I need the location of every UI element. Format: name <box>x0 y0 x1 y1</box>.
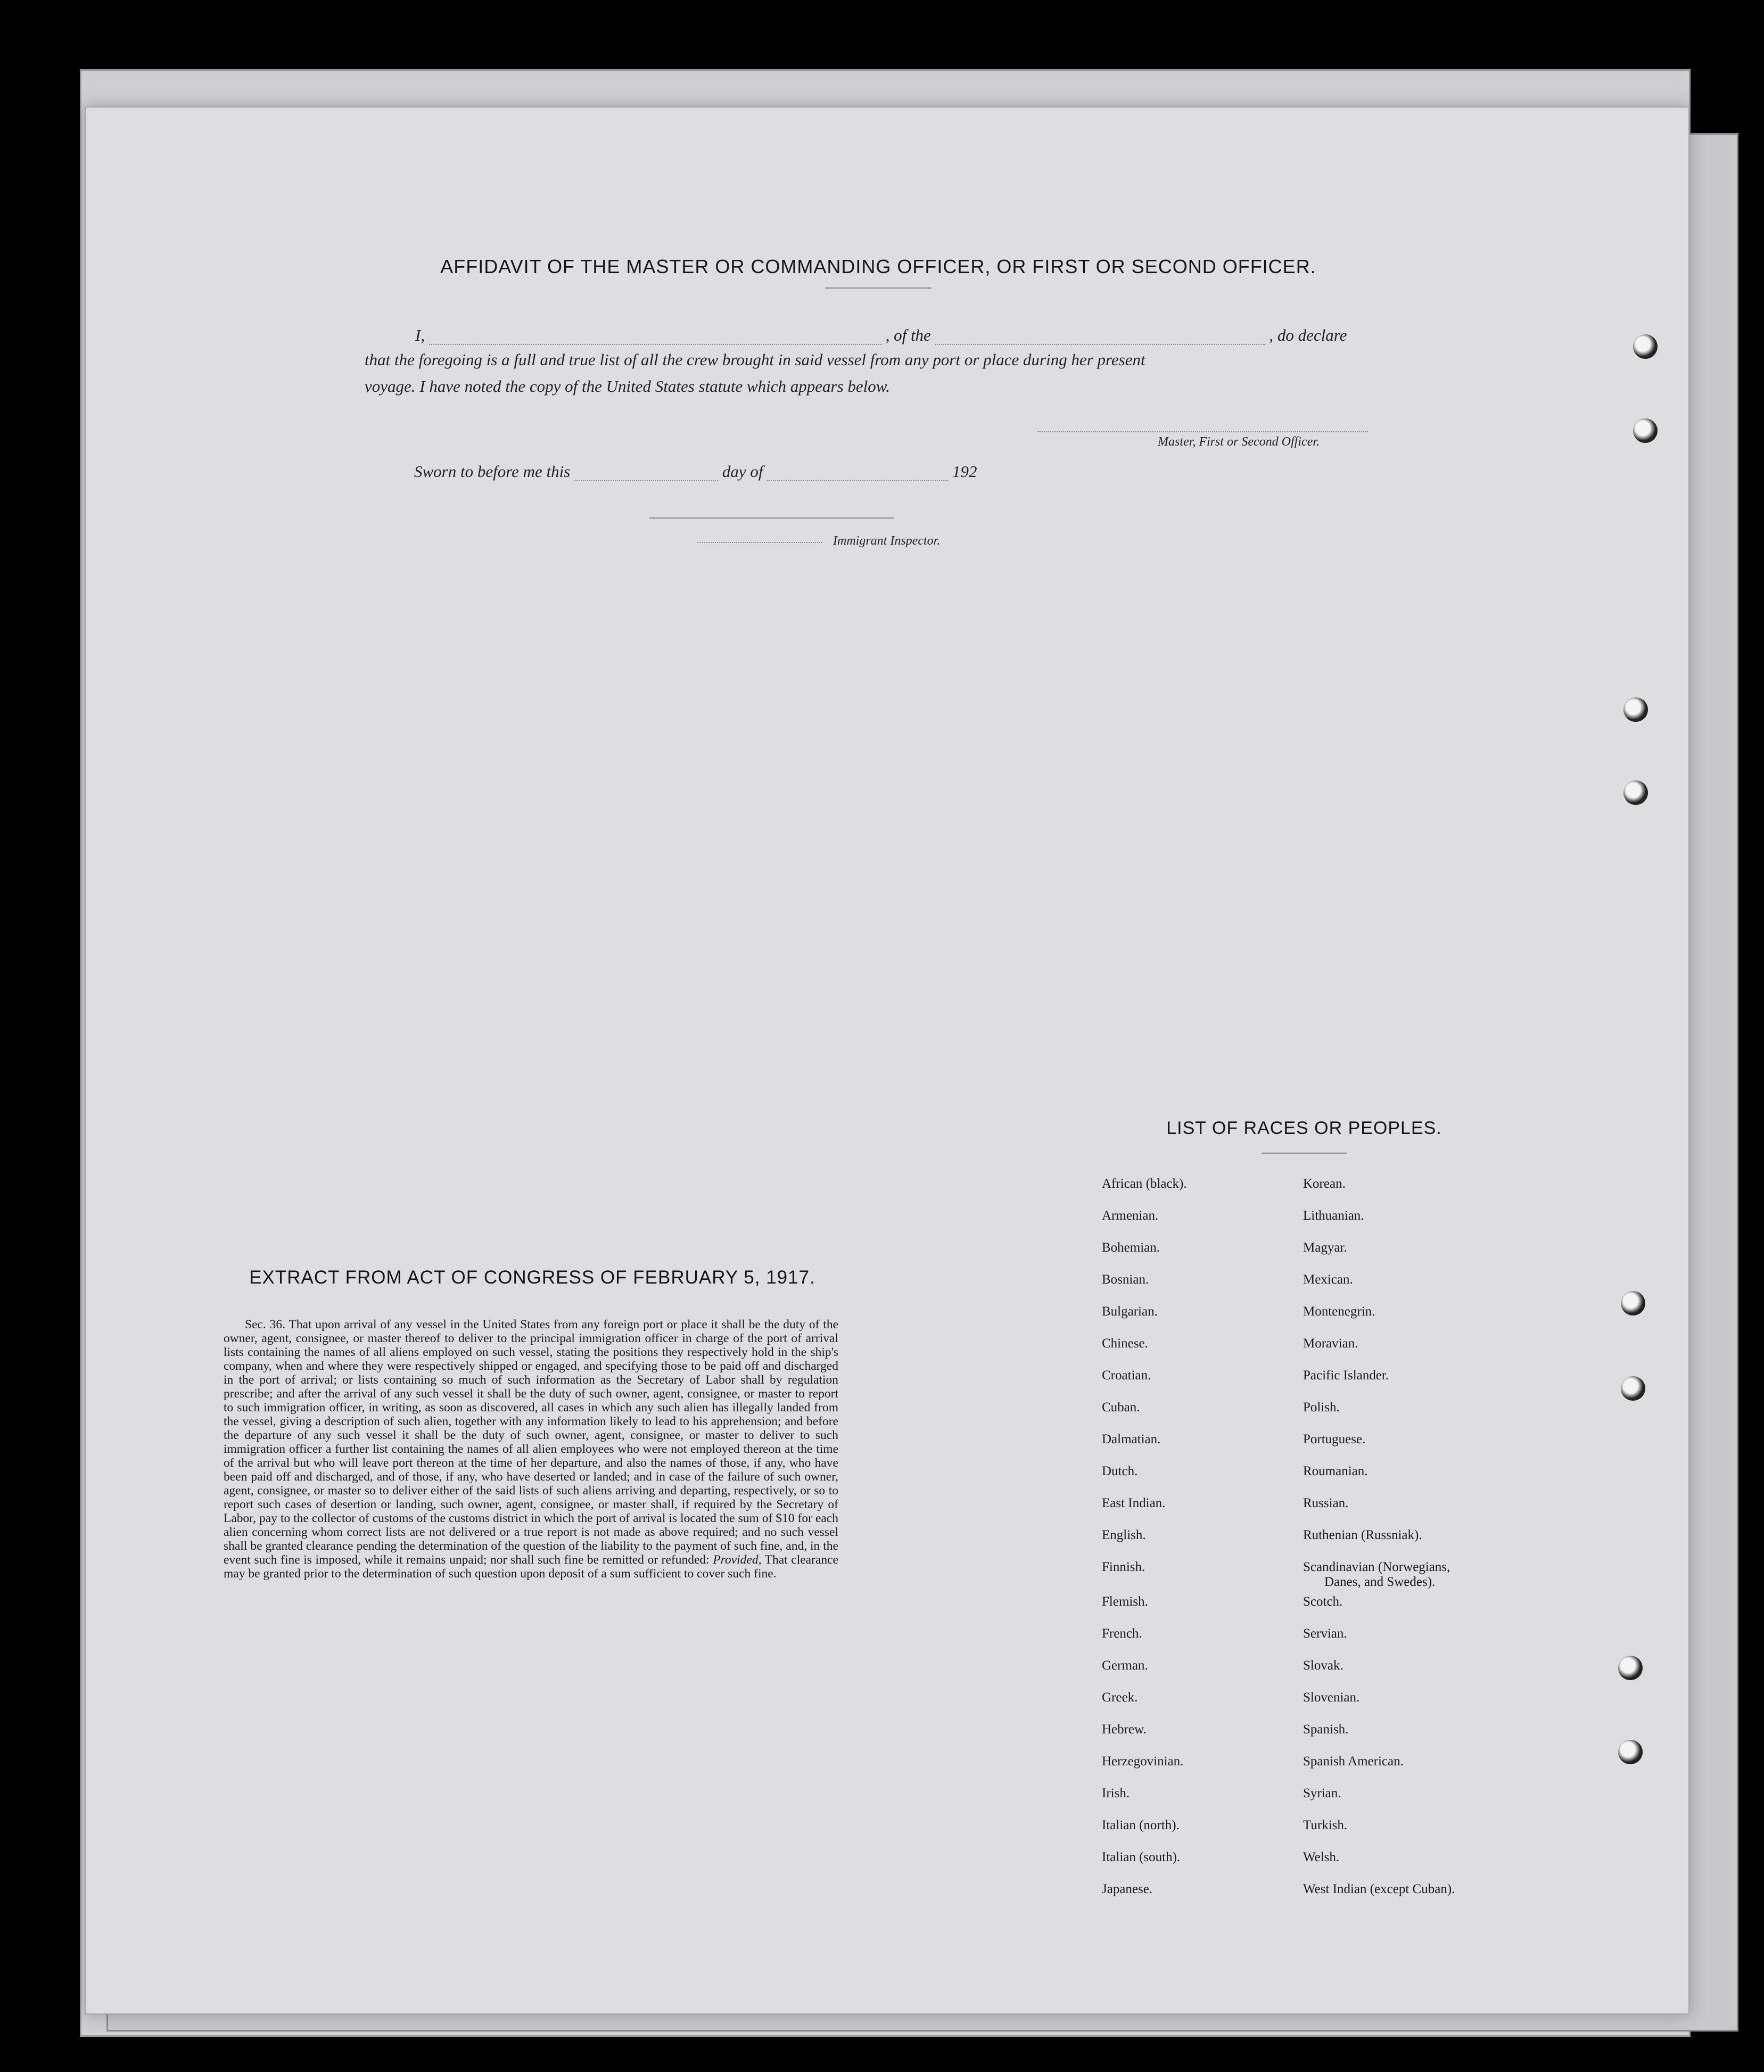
race-item: Moravian. <box>1303 1336 1358 1351</box>
race-item: Slovak. <box>1303 1658 1343 1673</box>
sworn-day-field[interactable] <box>574 480 718 481</box>
race-item: Scotch. <box>1303 1594 1343 1609</box>
race-item: Ruthenian (Russniak). <box>1303 1528 1422 1542</box>
race-item: Greek. <box>1102 1690 1138 1705</box>
punch-hole <box>1621 1291 1645 1315</box>
race-item: Italian (north). <box>1102 1818 1180 1832</box>
punch-hole <box>1623 780 1648 805</box>
race-item: Syrian. <box>1303 1786 1341 1800</box>
race-item: Portuguese. <box>1303 1432 1366 1446</box>
punch-hole <box>1618 1656 1643 1680</box>
statute-body: That upon arrival of any vessel in the United States from any foreign port or place it shall be the duty of the owner, agent, consignee, or master thereof to deliver to the principal immigration officer in charge of the port of arrival lists containing the names of all aliens employed on such vessel, stating the positions they respectively hold in the ship's company, when and where they were respectively shipped or engaged, and specifying those to be paid off and discharged in the port of arrival; or lists containing so much of such information as the Secretary of Labor shall by regulation prescribe; and after the arrival of any such vessel it shall be the duty of such owner, agent, consignee, or master to report to such immigration officer, in writing, as soon as discovered, all cases in which any such alien has illegally landed from the vessel, giving a description of such alien, together with any information likely to lead to his apprehension; and before the departure of any such vessel it shall be the duty of such owner, agent, consignee, or master to deliver to such immigration officer a further list containing the names of all alien employees who were not employed thereon at the time of the arrival but who will leave port thereon at the time of her departure, and also the names of those, if any, who have been paid off and discharged, and of those, if any, who have deserted or landed; and in case of the failure of such owner, agent, consignee, or master so to deliver either of the said lists of such aliens arriving and departing, respectively, or so to report such cases of desertion or landing, such owner, agent, consignee, or master shall, if required by the Secretary of Labor, pay to the collector of customs of the customs district in which the port of arrival is located the sum of $10 for each alien concerning whom correct lists are not delivered or a true report is not made as above required; and no such vessel shall be granted clearance pending the determination of the question of the liability to the payment of such fine, and, in the event such fine is imposed, while it remains unpaid; nor shall such fine be remitted or refunded: <box>224 1318 838 1567</box>
race-item: Chinese. <box>1102 1336 1148 1351</box>
races-title: LIST OF RACES OR PEOPLES. <box>1166 1118 1442 1138</box>
race-item: Herzegovinian. <box>1102 1754 1184 1769</box>
race-item: Bosnian. <box>1102 1272 1149 1287</box>
race-item: Mexican. <box>1303 1272 1353 1287</box>
races-title-rule <box>1262 1153 1347 1154</box>
race-item: Hebrew. <box>1102 1722 1147 1737</box>
race-item: West Indian (except Cuban). <box>1303 1882 1455 1896</box>
race-item: Spanish American. <box>1303 1754 1404 1769</box>
race-item: Irish. <box>1102 1786 1130 1800</box>
extract-title: EXTRACT FROM ACT OF CONGRESS OF FEBRUARY 5, 1917. <box>249 1267 815 1288</box>
race-item: Spanish. <box>1303 1722 1349 1737</box>
race-item: Montenegrin. <box>1303 1304 1375 1319</box>
race-item: East Indian. <box>1102 1496 1166 1510</box>
race-item: Danes, and Swedes). <box>1324 1575 1436 1589</box>
day-of-text: day of <box>722 462 763 481</box>
race-item: Scandinavian (Norwegians, <box>1303 1560 1450 1574</box>
declare-text: , do declare <box>1269 326 1347 344</box>
race-item: Slovenian. <box>1303 1690 1360 1705</box>
declaration-line-3: voyage. I have noted the copy of the United States statute which appears below. <box>365 377 890 396</box>
race-item: Croatian. <box>1102 1368 1151 1383</box>
race-item: Dutch. <box>1102 1464 1138 1478</box>
vessel-name-field[interactable] <box>935 344 1265 345</box>
declarant-name-field[interactable] <box>429 344 881 345</box>
master-signature-line[interactable] <box>1038 431 1368 432</box>
punch-hole <box>1621 1376 1645 1401</box>
race-item: Bohemian. <box>1102 1240 1160 1255</box>
title-rule <box>825 287 932 289</box>
statute-text <box>224 1318 838 1581</box>
race-item: Pacific Islander. <box>1303 1368 1389 1383</box>
race-item: Turkish. <box>1303 1818 1348 1832</box>
punch-hole <box>1623 697 1648 722</box>
race-item: Dalmatian. <box>1102 1432 1161 1446</box>
race-item: Roumanian. <box>1303 1464 1368 1478</box>
sworn-month-field[interactable] <box>767 480 948 481</box>
race-item: African (black). <box>1102 1177 1187 1191</box>
race-item: German. <box>1102 1658 1148 1673</box>
inspector-label: Immigrant Inspector. <box>833 534 941 548</box>
sworn-line <box>414 462 977 481</box>
race-item: Russian. <box>1303 1496 1349 1510</box>
race-item: Cuban. <box>1102 1400 1140 1415</box>
punch-hole <box>1618 1740 1643 1764</box>
punch-hole <box>1633 334 1658 359</box>
statute-end: That clearance may be granted prior to the determination of such question upon deposit of a sum sufficient to cover such fine. <box>224 1553 838 1581</box>
race-item: Lithuanian. <box>1303 1208 1364 1223</box>
declaration-line-2: that the foregoing is a full and true list of all the crew brought in said vessel from any port or place during her present <box>365 350 1145 369</box>
race-item: Polish. <box>1303 1400 1340 1415</box>
race-item: Welsh. <box>1303 1850 1340 1864</box>
statute-provided: Provided, <box>713 1553 762 1567</box>
race-item: Armenian. <box>1102 1208 1159 1223</box>
vessel-prefix: , of the <box>885 326 931 344</box>
inspector-signature-line[interactable] <box>697 542 822 543</box>
affidavit-title: AFFIDAVIT OF THE MASTER OR COMMANDING OFFICER, OR FIRST OR SECOND OFFICER. <box>440 256 1316 277</box>
declaration-line-1 <box>415 326 1347 345</box>
race-item: French. <box>1102 1626 1142 1641</box>
sworn-text: Sworn to before me this <box>414 462 571 481</box>
race-item: English. <box>1102 1528 1146 1542</box>
race-item: Flemish. <box>1102 1594 1148 1609</box>
punch-hole <box>1633 418 1658 443</box>
race-item: Italian (south). <box>1102 1850 1181 1864</box>
section-label: Sec. 36. <box>245 1318 286 1331</box>
race-item: Magyar. <box>1303 1240 1347 1255</box>
race-item: Korean. <box>1303 1177 1346 1191</box>
race-item: Servian. <box>1303 1626 1347 1641</box>
year-prefix: 192 <box>952 462 977 481</box>
race-item: Finnish. <box>1102 1560 1145 1574</box>
declarant-prefix: I, <box>415 326 425 344</box>
race-item: Bulgarian. <box>1102 1304 1158 1319</box>
inspector-upper-line <box>649 517 894 519</box>
master-signature-label: Master, First or Second Officer. <box>1158 435 1320 449</box>
race-item: Japanese. <box>1102 1882 1153 1896</box>
